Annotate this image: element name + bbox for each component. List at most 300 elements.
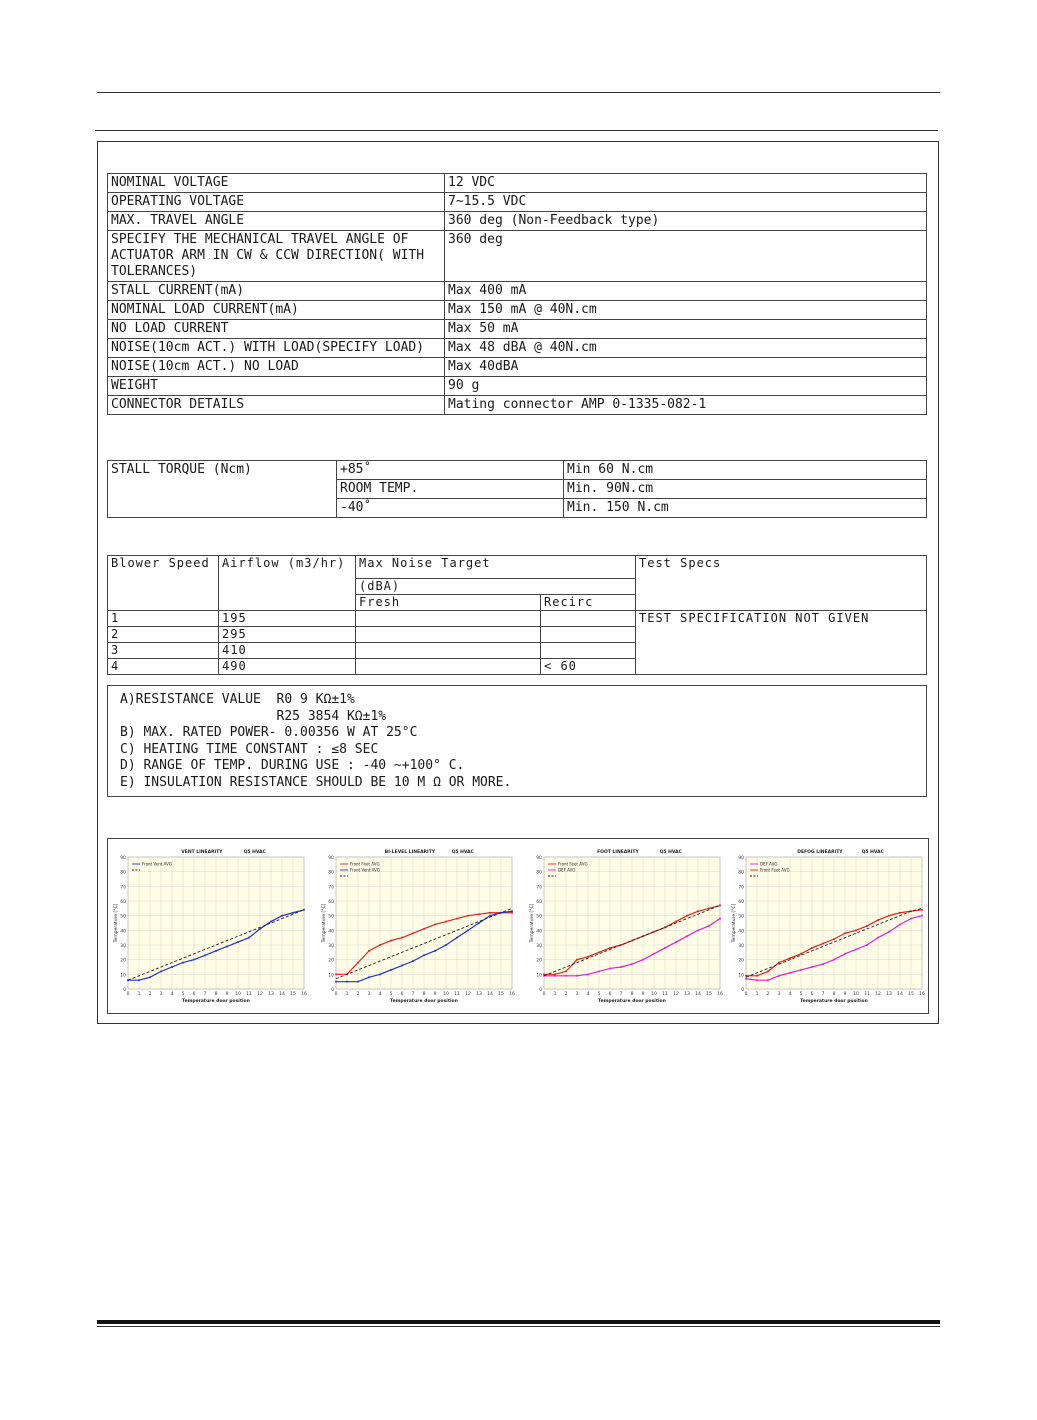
data-point <box>708 907 710 909</box>
legend-label: Front Feet AVG <box>350 861 380 867</box>
data-point <box>215 950 217 952</box>
x-tick-label: 15 <box>498 992 504 997</box>
x-axis-label: Temperature door position <box>182 999 250 1004</box>
y-tick-label: 30 <box>328 944 334 949</box>
data-point <box>434 950 436 952</box>
header-max-noise: Max Noise Target <box>356 556 636 579</box>
data-point <box>833 938 835 940</box>
data-point <box>620 966 622 968</box>
data-point <box>888 915 890 917</box>
data-point <box>833 959 835 961</box>
data-point <box>182 962 184 964</box>
spec-param: STALL CURRENT(mA) <box>108 282 445 301</box>
data-point <box>368 950 370 952</box>
table-row <box>108 174 927 193</box>
data-point <box>237 941 239 943</box>
thermistor-spec-box <box>107 685 927 797</box>
data-point <box>357 981 359 983</box>
y-tick-label: 80 <box>738 870 744 876</box>
x-tick-label: 1 <box>553 992 557 997</box>
data-point <box>390 940 392 942</box>
x-tick-label: 14 <box>897 992 903 997</box>
bi-level-linearity-chart <box>320 845 516 1009</box>
data-point <box>921 909 923 911</box>
x-tick-label: 12 <box>673 992 679 997</box>
x-tick-label: 5 <box>799 992 803 997</box>
blower-speed-cell: 3 <box>108 643 219 659</box>
x-tick-label: 16 <box>301 992 307 997</box>
y-tick-label: 0 <box>539 988 542 993</box>
x-tick-label: 13 <box>268 992 274 997</box>
legend-label: Front Feet AVG <box>558 861 588 867</box>
stall-torque-table <box>107 460 927 518</box>
data-point <box>910 918 912 920</box>
x-tick-label: 9 <box>843 992 847 997</box>
data-point <box>866 944 868 946</box>
y-tick-label: 60 <box>328 900 334 905</box>
data-point <box>489 912 491 914</box>
y-tick-label: 40 <box>738 929 744 935</box>
x-tick-label: 16 <box>509 992 515 997</box>
x-tick-label: 6 <box>608 992 612 997</box>
data-point <box>899 912 901 914</box>
y-tick-label: 10 <box>738 973 744 979</box>
data-point <box>811 947 813 949</box>
y-tick-label: 70 <box>120 885 126 891</box>
data-point <box>844 932 846 934</box>
data-point <box>379 973 381 975</box>
data-point <box>357 962 359 964</box>
chart-subtitle: Q5 HVAC <box>659 850 682 855</box>
x-tick-label: 8 <box>422 992 426 997</box>
x-tick-label: 11 <box>454 992 460 997</box>
data-point <box>719 904 721 906</box>
legend-label: DEF AVG <box>760 861 778 867</box>
chart-subtitle: Q5 HVAC <box>243 850 266 855</box>
spec-value: Max 48 dBA @ 40N.cm <box>445 339 927 358</box>
table-row <box>108 212 927 231</box>
data-point <box>423 954 425 956</box>
data-point <box>855 948 857 950</box>
y-tick-label: 50 <box>738 914 744 920</box>
data-point <box>390 969 392 971</box>
header-recirc: Recirc <box>541 595 636 611</box>
y-tick-label: 50 <box>536 914 542 920</box>
x-axis-label: Temperature door position <box>390 999 458 1004</box>
y-tick-label: 40 <box>328 929 334 935</box>
spec-param: NOMINAL VOLTAGE <box>108 174 445 193</box>
x-tick-label: 4 <box>586 992 590 997</box>
y-tick-label: 20 <box>328 958 334 964</box>
y-axis-label: Temperature [°C] <box>114 903 119 943</box>
data-point <box>778 962 780 964</box>
data-point <box>554 975 556 977</box>
y-tick-label: 10 <box>120 973 126 979</box>
y-tick-label: 70 <box>328 885 334 891</box>
header-rule-top <box>97 92 940 93</box>
spec-param: OPERATING VOLTAGE <box>108 193 445 212</box>
x-axis-label: Temperature door position <box>800 999 868 1004</box>
data-point <box>789 957 791 959</box>
data-point <box>576 975 578 977</box>
data-point <box>745 978 747 980</box>
spec-param: NOISE(10cm ACT.) WITH LOAD(SPECIFY LOAD) <box>108 339 445 358</box>
data-point <box>822 943 824 945</box>
data-point <box>664 947 666 949</box>
data-point <box>598 970 600 972</box>
y-tick-label: 70 <box>536 885 542 891</box>
y-tick-label: 60 <box>120 900 126 905</box>
chart-title: VENT LINEARITY <box>181 850 223 855</box>
data-point <box>445 921 447 923</box>
spec-value: 12 VDC <box>445 174 927 193</box>
x-tick-label: 15 <box>706 992 712 997</box>
data-point <box>708 925 710 927</box>
y-tick-label: 0 <box>123 988 126 993</box>
chart-title: FOOT LINEARITY <box>597 850 639 855</box>
torque-value: Min. 90N.cm <box>564 480 927 499</box>
torque-temp: -40˚ <box>337 499 564 518</box>
header-rule-bottom <box>95 130 938 131</box>
recirc-cell: < 60 <box>541 659 636 675</box>
data-point <box>675 941 677 943</box>
data-point <box>844 953 846 955</box>
data-point <box>401 937 403 939</box>
x-tick-label: 16 <box>717 992 723 997</box>
y-tick-label: 10 <box>536 973 542 979</box>
header-dba: (dBA) <box>356 579 636 595</box>
data-point <box>778 975 780 977</box>
resistance-line: R25 3854 KΩ±1% <box>120 708 387 724</box>
footer-rule-thick <box>97 1320 940 1324</box>
spec-value: Max 400 mA <box>445 282 927 301</box>
x-tick-label: 7 <box>203 992 207 997</box>
data-point <box>259 928 261 930</box>
y-axis-label: Temperature [°C] <box>732 903 737 943</box>
data-point <box>899 923 901 925</box>
chart-subtitle: Q5 HVAC <box>861 850 884 855</box>
x-tick-label: 4 <box>170 992 174 997</box>
header-airflow: Airflow (m3/hr) <box>219 556 356 611</box>
x-tick-label: 0 <box>744 992 748 997</box>
spec-param: NO LOAD CURRENT <box>108 320 445 339</box>
y-tick-label: 20 <box>738 958 744 964</box>
y-tick-label: 60 <box>536 900 542 905</box>
data-point <box>270 921 272 923</box>
x-tick-label: 1 <box>137 992 141 997</box>
data-point <box>609 947 611 949</box>
x-tick-label: 9 <box>641 992 645 997</box>
x-tick-label: 0 <box>126 992 130 997</box>
data-point <box>767 970 769 972</box>
data-point <box>204 954 206 956</box>
data-point <box>335 981 337 983</box>
data-point <box>412 960 414 962</box>
table-row <box>108 377 927 396</box>
recirc-cell <box>541 643 636 659</box>
table-row <box>108 611 927 627</box>
data-point <box>598 951 600 953</box>
legend-label: Front Feet AVG <box>760 867 790 873</box>
fresh-cell <box>356 611 541 627</box>
table-row <box>108 301 927 320</box>
spec-value: Max 50 mA <box>445 320 927 339</box>
x-tick-label: 11 <box>662 992 668 997</box>
spec-value: Mating connector AMP 0-1335-082-1 <box>445 396 927 415</box>
data-point <box>811 966 813 968</box>
fresh-cell <box>356 643 541 659</box>
airflow-cell: 295 <box>219 627 356 643</box>
insulation-line: E) INSULATION RESISTANCE SHOULD BE 10 M Ω OR MORE. <box>120 774 512 790</box>
data-point <box>160 970 162 972</box>
linearity-charts-panel <box>107 838 929 1014</box>
temp-range-line: D) RANGE OF TEMP. DURING USE : -40 ~+100° C. <box>120 758 465 774</box>
x-tick-label: 12 <box>257 992 263 997</box>
heating-time-line: C) HEATING TIME CONSTANT : ≤8 SEC <box>120 741 379 757</box>
table-row <box>108 320 927 339</box>
y-tick-label: 90 <box>738 856 744 861</box>
y-tick-label: 50 <box>328 914 334 920</box>
y-tick-label: 90 <box>536 856 542 861</box>
table-row <box>108 339 927 358</box>
foot-linearity-chart <box>528 845 724 1009</box>
data-point <box>149 976 151 978</box>
fresh-cell <box>356 659 541 675</box>
recirc-cell <box>541 627 636 643</box>
data-point <box>642 959 644 961</box>
header-blower-speed: Blower Speed <box>108 556 219 611</box>
data-point <box>719 918 721 920</box>
defog-linearity-chart <box>730 845 926 1009</box>
x-tick-label: 11 <box>864 992 870 997</box>
x-tick-label: 6 <box>810 992 814 997</box>
data-point <box>587 956 589 958</box>
spec-value: 7~15.5 VDC <box>445 193 927 212</box>
data-point <box>855 929 857 931</box>
data-point <box>292 912 294 914</box>
table-header-row <box>108 556 927 579</box>
x-tick-label: 14 <box>279 992 285 997</box>
x-tick-label: 3 <box>367 992 371 997</box>
table-row <box>108 461 927 480</box>
y-tick-label: 80 <box>120 870 126 876</box>
data-point <box>921 915 923 917</box>
data-point <box>745 975 747 977</box>
x-tick-label: 8 <box>214 992 218 997</box>
x-tick-label: 12 <box>465 992 471 997</box>
y-tick-label: 20 <box>536 958 542 964</box>
x-tick-label: 8 <box>630 992 634 997</box>
spec-param: NOISE(10cm ACT.) NO LOAD <box>108 358 445 377</box>
x-tick-label: 2 <box>356 992 360 997</box>
data-point <box>697 929 699 931</box>
x-tick-label: 2 <box>148 992 152 997</box>
legend-label: DEF AVG <box>558 867 576 873</box>
data-point <box>756 979 758 981</box>
table-row <box>108 282 927 301</box>
airflow-cell: 410 <box>219 643 356 659</box>
x-tick-label: 7 <box>619 992 623 997</box>
x-tick-label: 0 <box>334 992 338 997</box>
x-tick-label: 9 <box>225 992 229 997</box>
x-tick-label: 11 <box>246 992 252 997</box>
data-point <box>248 937 250 939</box>
spec-param: WEIGHT <box>108 377 445 396</box>
y-tick-label: 0 <box>741 988 744 993</box>
data-point <box>653 953 655 955</box>
table-row <box>108 193 927 212</box>
data-point <box>138 979 140 981</box>
y-tick-label: 30 <box>120 944 126 949</box>
spec-value: Max 150 mA @ 40N.cm <box>445 301 927 320</box>
data-point <box>822 963 824 965</box>
torque-temp: ROOM TEMP. <box>337 480 564 499</box>
actuator-spec-table <box>107 173 927 415</box>
data-point <box>866 925 868 927</box>
data-point <box>335 973 337 975</box>
data-point <box>303 909 305 911</box>
x-tick-label: 2 <box>766 992 770 997</box>
x-tick-label: 9 <box>433 992 437 997</box>
data-point <box>489 915 491 917</box>
x-tick-label: 14 <box>487 992 493 997</box>
data-point <box>456 918 458 920</box>
data-point <box>789 972 791 974</box>
x-tick-label: 13 <box>684 992 690 997</box>
x-tick-label: 10 <box>651 992 657 997</box>
airflow-cell: 195 <box>219 611 356 627</box>
resistance-line: A)RESISTANCE VALUE R0 9 KΩ±1% <box>120 692 355 707</box>
y-tick-label: 40 <box>120 929 126 935</box>
blower-speed-cell: 4 <box>108 659 219 675</box>
x-tick-label: 10 <box>235 992 241 997</box>
y-tick-label: 50 <box>120 914 126 920</box>
x-axis-label: Temperature door position <box>598 999 666 1004</box>
y-tick-label: 90 <box>120 856 126 861</box>
y-tick-label: 90 <box>328 856 334 861</box>
blower-speed-cell: 1 <box>108 611 219 627</box>
x-tick-label: 6 <box>192 992 196 997</box>
x-tick-label: 8 <box>832 992 836 997</box>
data-point <box>478 922 480 924</box>
x-tick-label: 0 <box>542 992 546 997</box>
vent-linearity-chart <box>112 845 308 1009</box>
chart-subtitle: Q5 HVAC <box>451 850 474 855</box>
torque-label: STALL TORQUE (Ncm) <box>108 461 337 518</box>
data-point <box>412 932 414 934</box>
blower-speed-cell: 2 <box>108 627 219 643</box>
data-point <box>686 935 688 937</box>
data-point <box>587 973 589 975</box>
chart-title: DEFOG LINEARITY <box>797 850 843 855</box>
chart-title: BI-LEVEL LINEARITY <box>384 850 436 855</box>
recirc-cell <box>541 611 636 627</box>
data-point <box>767 979 769 981</box>
data-point <box>576 959 578 961</box>
x-tick-label: 14 <box>695 992 701 997</box>
y-tick-label: 80 <box>536 870 542 876</box>
x-tick-label: 15 <box>290 992 296 997</box>
header-fresh: Fresh <box>356 595 541 611</box>
x-tick-label: 10 <box>853 992 859 997</box>
y-tick-label: 40 <box>536 929 542 935</box>
data-point <box>434 923 436 925</box>
data-point <box>193 959 195 961</box>
x-tick-label: 2 <box>564 992 568 997</box>
torque-value: Min 60 N.cm <box>564 461 927 480</box>
x-tick-label: 4 <box>378 992 382 997</box>
data-point <box>877 937 879 939</box>
data-point <box>697 910 699 912</box>
data-point <box>401 965 403 967</box>
data-point <box>675 921 677 923</box>
data-point <box>888 931 890 933</box>
data-point <box>281 915 283 917</box>
test-spec-note: TEST SPECIFICATION NOT GIVEN <box>636 611 927 675</box>
x-tick-label: 5 <box>597 992 601 997</box>
x-tick-label: 13 <box>886 992 892 997</box>
x-tick-label: 3 <box>159 992 163 997</box>
x-tick-label: 12 <box>875 992 881 997</box>
y-tick-label: 30 <box>536 944 542 949</box>
data-point <box>226 945 228 947</box>
y-axis-label: Temperature [°C] <box>322 903 327 943</box>
torque-temp: +85˚ <box>337 461 564 480</box>
y-tick-label: 10 <box>328 973 334 979</box>
fresh-cell <box>356 627 541 643</box>
x-tick-label: 7 <box>411 992 415 997</box>
data-point <box>565 975 567 977</box>
spec-param: CONNECTOR DETAILS <box>108 396 445 415</box>
data-point <box>800 969 802 971</box>
data-point <box>756 975 758 977</box>
data-point <box>609 967 611 969</box>
data-point <box>877 919 879 921</box>
spec-value: 360 deg (Non-Feedback type) <box>445 212 927 231</box>
x-tick-label: 3 <box>777 992 781 997</box>
x-tick-label: 15 <box>908 992 914 997</box>
data-point <box>423 928 425 930</box>
x-tick-label: 16 <box>919 992 925 997</box>
data-point <box>800 953 802 955</box>
y-tick-label: 60 <box>738 900 744 905</box>
footer-rule-thin <box>97 1326 940 1327</box>
x-tick-label: 6 <box>400 992 404 997</box>
y-tick-label: 20 <box>120 958 126 964</box>
data-point <box>368 976 370 978</box>
x-tick-label: 13 <box>476 992 482 997</box>
data-point <box>171 966 173 968</box>
data-point <box>346 981 348 983</box>
y-axis-label: Temperature [°C] <box>530 903 535 943</box>
x-tick-label: 3 <box>575 992 579 997</box>
legend-label: Front Vent AVG <box>142 861 172 867</box>
torque-value: Min. 150 N.cm <box>564 499 927 518</box>
spec-param: SPECIFY THE MECHANICAL TRAVEL ANGLE OF ACTUATOR ARM IN CW & CCW DIRECTION( WITH TOLERANCES) <box>108 231 445 282</box>
spec-param: NOMINAL LOAD CURRENT(mA) <box>108 301 445 320</box>
header-test-specs: Test Specs <box>636 556 927 611</box>
data-point <box>467 929 469 931</box>
spec-value: Max 40dBA <box>445 358 927 377</box>
y-tick-label: 80 <box>328 870 334 876</box>
x-tick-label: 5 <box>181 992 185 997</box>
rated-power-line: B) MAX. RATED POWER- 0.00356 W AT 25°C <box>120 725 418 741</box>
data-point <box>379 944 381 946</box>
x-tick-label: 1 <box>755 992 759 997</box>
spec-value: 90 g <box>445 377 927 396</box>
data-point <box>686 915 688 917</box>
x-tick-label: 1 <box>345 992 349 997</box>
